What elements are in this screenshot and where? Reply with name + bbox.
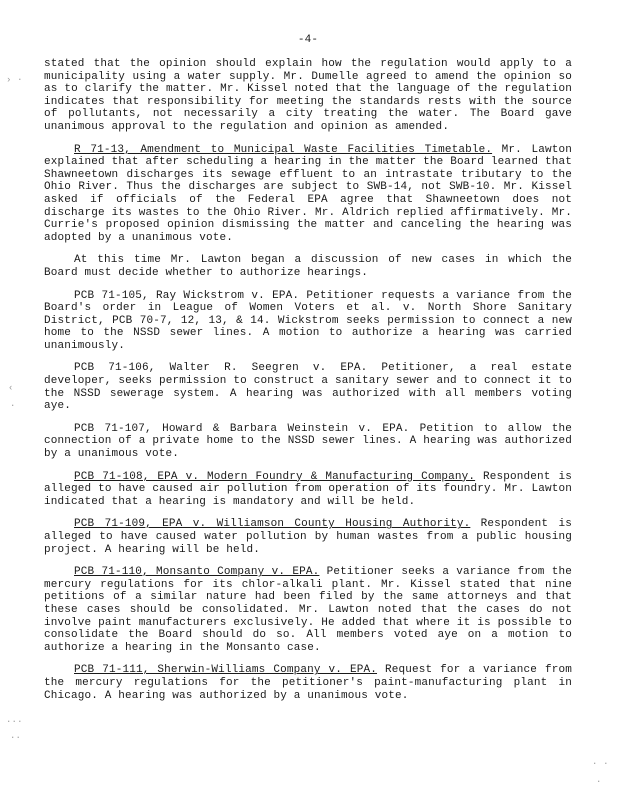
margin-scan-mark: · — [10, 401, 16, 411]
page-number: -4- — [297, 34, 319, 46]
case-title: R 71-13, Amendment to Municipal Waste Facilities Timetable. — [74, 143, 493, 156]
margin-scan-mark: ‹ — [8, 383, 14, 393]
margin-scan-mark: · · — [592, 759, 609, 769]
paragraph-pcb71-107: PCB 71-107, Howard & Barbara Weinstein v. EPA. Petition to allow the connection of a private home to the NSSD sewer lines. A hearing was authorized by a unanimous vote. — [44, 422, 572, 461]
margin-scan-mark: › · — [6, 75, 23, 85]
case-title: PCB 71-109, EPA v. Williamson County Housing Authority. — [74, 518, 471, 531]
paragraph-text: Respondent is alleged to have caused water pollution by human wastes from a public housing project. A hearing will be held. — [44, 518, 573, 556]
paragraph-pcb71-109 — [44, 518, 572, 556]
case-title: PCB 71-108, EPA v. Modern Foundry & Manufacturing Company. — [74, 470, 476, 483]
paragraph-text: Mr. Lawton explained that after scheduling a hearing in the matter the Board learned that Shawneetown discharges its sewage effluent to an intrastate tributary to the Ohio River. Thus the discharges are subject to SWB-14, not SWB-10. Mr. Kissel asked if officials of the Federal EPA agree that Shawneetown does not discharge its wastes to the Ohio River. Mr. Aldrich replied affirmatively. Mr. Currie's proposed opinion dismissing the matter and canceling the hearing was adopted by a unanimous vote. — [44, 143, 572, 244]
paragraph-pcb71-108 — [44, 471, 572, 509]
case-title: PCB 71-110, Monsanto Company v. EPA. — [74, 566, 320, 579]
paragraph-pcb71-110 — [44, 566, 572, 654]
case-title: PCB 71-111, Sherwin-Williams Company v. EPA. — [74, 664, 378, 677]
paragraph-regulation-opinion: stated that the opinion should explain how the regulation would apply to a municipality using a water supply. Mr. Dumelle agreed to amend the opinion so as to clarify the matter. Mr. Kissel noted that the language of the regulation indicates that responsibility for meeting the standards rests with the source of pollutants, not necessarily a city treating the water. The Board gave unanimous approval to the regulation and opinion as amended. — [44, 58, 572, 133]
margin-scan-mark: ··· — [6, 717, 23, 727]
paragraph-text: Respondent is alleged to have caused air pollution from operation of its foundry. Mr. Lawton indicated that a hearing is mandatory and will be held. — [44, 470, 573, 508]
margin-scan-mark: · — [596, 777, 602, 787]
paragraph-r71-13 — [44, 144, 572, 245]
document-body — [44, 58, 572, 712]
paragraph-pcb71-111 — [44, 664, 572, 702]
paragraph-text: Petitioner seeks a variance from the mercury regulations for its chlor-alkali plant. Mr. Kissel stated that nine petitions of a similar nature had been filed by the same attorneys and that these cases should be consolidated. Mr. Lawton noted that the cases do not involve paint manufacturers exclusively. He added that where it is possible to consolidate the Board should do so. All members voted aye on a motion to authorize a hearing in the Monsanto case. — [44, 566, 572, 654]
paragraph-pcb71-105: PCB 71-105, Ray Wickstrom v. EPA. Petitioner requests a variance from the Board's order in League of Women Voters et al. v. North Shore Sanitary District, PCB 70-7, 12, 13, & 14. Wickstrom seeks permission to connect a new home to the NSSD sewer lines. A motion to authorize a hearing was carried unanimously. — [44, 289, 572, 352]
paragraph-pcb71-106: PCB 71-106, Walter R. Seegren v. EPA. Petitioner, a real estate developer, seeks permission to construct a sanitary sewer and to connect it to the NSSD sewerage system. A hearing was authorized with all members voting aye. — [44, 362, 572, 413]
paragraph-new-cases: At this time Mr. Lawton began a discussion of new cases in which the Board must decide whether to authorize hearings. — [44, 254, 572, 279]
paragraph-text: Request for a variance from the mercury regulations for the petitioner's paint-manufacturing plant in Chicago. A hearing was authorized by a unanimous vote. — [44, 664, 572, 702]
margin-scan-mark: ·· — [10, 733, 22, 743]
